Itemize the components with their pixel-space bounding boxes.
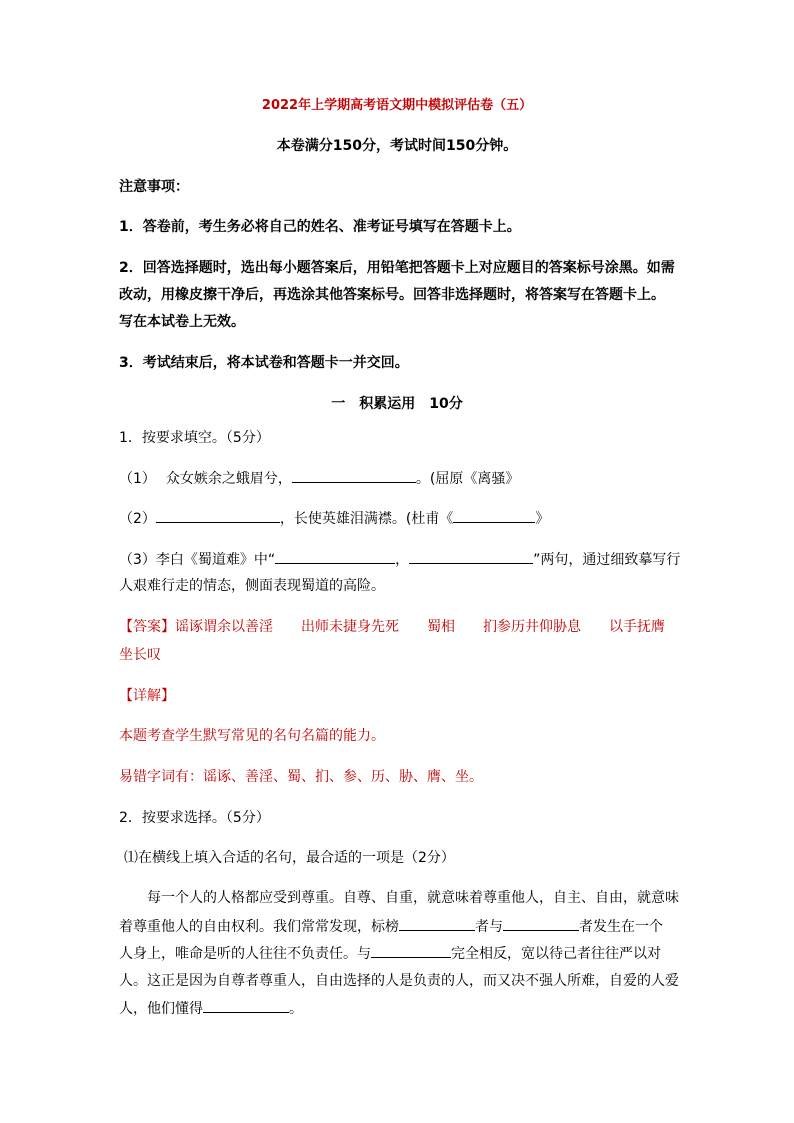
sub-3-comma: ， (395, 552, 410, 568)
notice-item-2-line-2: 改动，用橡皮擦干净后，再选涂其他答案标号。回答非选择题时，将答案写在答题卡上。 (119, 287, 665, 303)
detail-label: 【详解】 (119, 688, 175, 704)
sub-2-tail: 》 (535, 511, 550, 527)
detail-text-1: 本题考查学生默写常见的名句名篇的能力。 (119, 728, 385, 744)
answer-line-2: 坐长叹 (119, 647, 161, 663)
question-1-sub-3 (119, 549, 680, 570)
notice-item-2-line-3: 写在本试卷上无效。 (119, 314, 245, 330)
sub-1-label: （1） (119, 471, 156, 487)
passage-text: 者与 (475, 919, 503, 935)
answer-item: 出师未捷身先死 (301, 619, 399, 635)
question-1-sub-2 (119, 508, 549, 529)
detail-text-2: 易错字词有：谣诼、善淫、蜀、扪、参、历、胁、膺、坐。 (119, 769, 483, 785)
passage-text: 。 (289, 1001, 303, 1017)
sub-2-label: （2） (119, 511, 156, 527)
blank-1 (292, 468, 416, 483)
sub-3-a: （3）李白《蜀道难》中“ (119, 552, 276, 568)
blank-3 (453, 508, 535, 523)
question-1-sub-3-line-2: 人艰难行走的情态，侧面表现蜀道的高险。 (119, 578, 385, 594)
passage-text: 人身上，唯命是听的人往往不负责任。与 (119, 946, 371, 962)
passage-line-1: 每一个人的人格都应受到尊重。自尊、自重，就意味着尊重他人，自主、自由，就意味 (147, 890, 679, 906)
answer-item: 以手抚膺 (609, 619, 665, 635)
question-1-sub-1 (119, 468, 519, 489)
notice-item-3: 3．考试结束后，将本试卷和答题卡一并交回。 (119, 355, 409, 371)
passage-line-5 (119, 998, 303, 1019)
question-1-stem: 1．按要求填空。（5分） (119, 430, 270, 446)
notice-heading: 注意事项： (119, 179, 189, 195)
passage-blank-3 (371, 943, 451, 958)
answer-item: 扪参历井仰胁息 (483, 619, 581, 635)
blank-4 (275, 549, 395, 564)
section-heading: 一 积累运用 10分 (331, 396, 463, 412)
passage-text: 着尊重他人的自由权利。我们常常发现，标榜 (119, 919, 399, 935)
notice-item-1: 1．答卷前，考生务必将自己的姓名、准考证号填写在答题卡上。 (119, 219, 521, 235)
answer-line-1 (119, 617, 665, 637)
sub-1-text: 众女嫉余之蛾眉兮， (165, 471, 292, 487)
passage-line-4: 人。这正是因为自尊者尊重人，自由选择的人是负责的人，而又决不强人所难，自爱的人爱 (119, 973, 679, 989)
question-2-sub-1: ⑴在横线上填入合适的名句，最合适的一项是（2分） (124, 850, 455, 866)
passage-blank-2 (503, 916, 579, 931)
passage-line-3 (119, 943, 661, 964)
exam-title: 2022年上学期高考语文期中模拟评估卷（五） (261, 98, 533, 113)
passage-text: 人，他们懂得 (119, 1001, 203, 1017)
answer-item: 谣诼谓余以善淫 (175, 619, 273, 635)
passage-text: 者发生在一个 (579, 919, 663, 935)
question-2-stem: 2．按要求选择。（5分） (119, 810, 270, 826)
passage-line-2 (119, 916, 663, 937)
passage-blank-4 (203, 998, 289, 1013)
blank-2 (156, 508, 280, 523)
passage-blank-1 (399, 916, 475, 931)
sub-1-tail: 。(屈原《离骚》 (415, 471, 520, 487)
passage-text: 完全相反，宽以待己者往往严以对 (451, 946, 661, 962)
answer-label: 【答案】 (119, 619, 175, 635)
sub-2-mid: ，长使英雄泪满襟。(杜甫《 (279, 511, 454, 527)
answer-item: 蜀相 (427, 619, 455, 635)
blank-5 (409, 549, 533, 564)
notice-item-2-line-1: 2．回答选择题时，选出每小题答案后，用铅笔把答题卡上对应题目的答案标号涂黑。如需 (119, 260, 675, 276)
sub-3-b: ”两句，通过细致摹写行 (533, 552, 681, 568)
exam-subtitle: 本卷满分150分，考试时间150分钟。 (276, 138, 518, 154)
